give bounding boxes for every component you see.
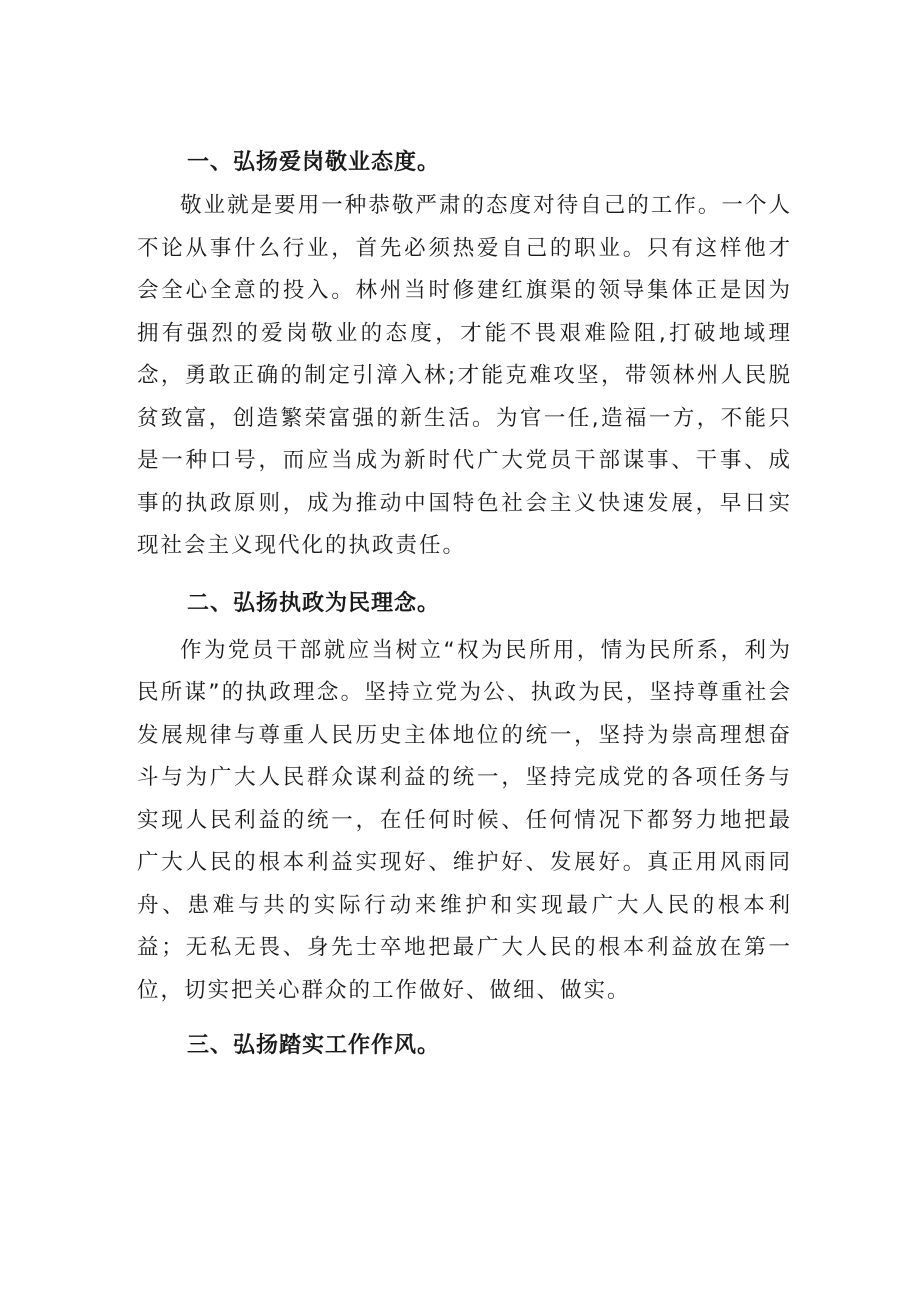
section-heading-3: 三、弘扬踏实工作作风。 [187, 1033, 441, 1058]
section-heading-1: 一、弘扬爱岗敬业态度。 [187, 150, 441, 175]
section-paragraph-1: 敬业就是要用一种恭敬严肃的态度对待自己的工作。一个人不论从事什么行业，首先必须热爱自己的职业。只有这样他才会全心全意的投入。林州当时修建红旗渠的领导集体正是因为拥有强烈的爱岗敬业的态度，才能不畏艰难险阻,打破地域理念，勇敢正确的制定引漳入林;才能克难攻坚，带领林州人民脱贫致富，创造繁荣富强的新生活。为官一任,造福一方，不能只是一种口号，而应当成为新时代广大党员干部谋事、干事、成事的执政原则，成为推动中国特色社会主义快速发展，早日实现社会主义现代化的执政责任。 [137, 193, 792, 558]
section-heading-2: 二、弘扬执政为民理念。 [187, 590, 441, 616]
section-paragraph-2: 作为党员干部就应当树立“权为民所用，情为民所系，利为民所谋”的执政理念。坚持立党为公、执政为民，坚持尊重社会发展规律与尊重人民历史主体地位的统一，坚持为崇高理想奋斗与为广大人民群众谋利益的统一，坚持完成党的各项任务与实现人民利益的统一，在任何时候、任何情况下都努力地把最广大人民的根本利益实现好、维护好、发展好。真正用风雨同舟、患难与共的实际行动来维护和实现最广大人民的根本利益；无私无畏、身先士卒地把最广大人民的根本利益放在第一位，切实把关心群众的工作做好、做细、做实。 [137, 637, 792, 1003]
document-body [137, 142, 792, 1060]
